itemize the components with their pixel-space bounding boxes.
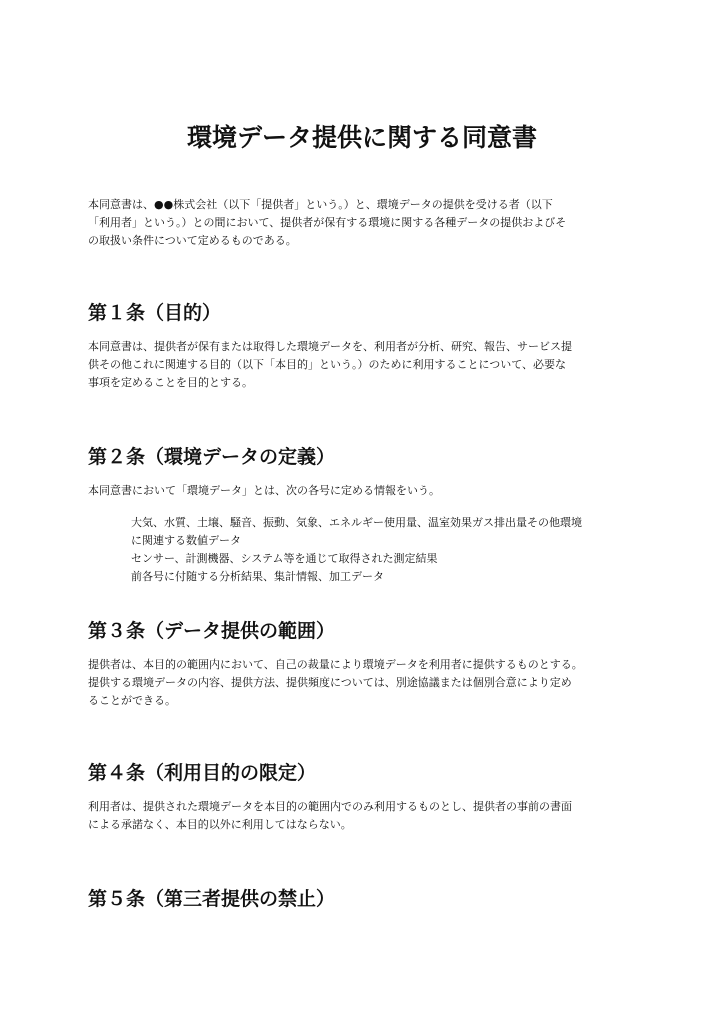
article-4-body: 利用者は、提供された環境データを本目的の範囲内でのみ利用するものとし、提供者の事前の書面 による承諾なく、本目的以外に利用してはならない。 [88, 800, 572, 831]
article-2-heading: 第２条（環境データの定義） [88, 446, 336, 468]
list-item: 大気、水質、土壌、騒音、振動、気象、エネルギー使用量、温室効果ガス排出量その他環境 に関連する数値データ [131, 516, 582, 547]
list-item: 前各号に付随する分析結果、集計情報、加工データ [131, 570, 384, 583]
list-item: センサー、計測機器、システム等を通じて取得された測定結果 [131, 552, 438, 565]
article-5-heading: 第５条（第三者提供の禁止） [88, 888, 336, 910]
article-4-heading: 第４条（利用目的の限定） [88, 762, 317, 784]
article-1-heading: 第１条（目的） [88, 302, 222, 324]
article-1-body: 本同意書は、提供者が保有または取得した環境データを、利用者が分析、研究、報告、サービス提 供その他これに関連する目的（以下「本目的」という。）のために利用することについて、必要な 事項を定めることを目的とする。 [88, 340, 572, 389]
document-title: 環境データ提供に関する同意書 [186, 123, 537, 152]
article-2-item-list [131, 514, 651, 586]
article-3-body: 提供者は、本目的の範囲内において、自己の裁量により環境データを利用者に提供するものとする。 提供する環境データの内容、提供方法、提供頻度については、別途協議または個別合意により定め ることができる。 [88, 658, 583, 707]
intro-paragraph: 本同意書は、●●株式会社（以下「提供者」という。）と、環境データの提供を受ける者（以下 「利用者」という。）との間において、提供者が保有する環境に関する各種データの提供およびそ の取扱い条件について定めるものである。 [88, 198, 567, 247]
article-2-body: 本同意書において「環境データ」とは、次の各号に定める情報をいう。 [88, 484, 440, 497]
article-3-heading: 第３条（データ提供の範囲） [88, 620, 336, 642]
